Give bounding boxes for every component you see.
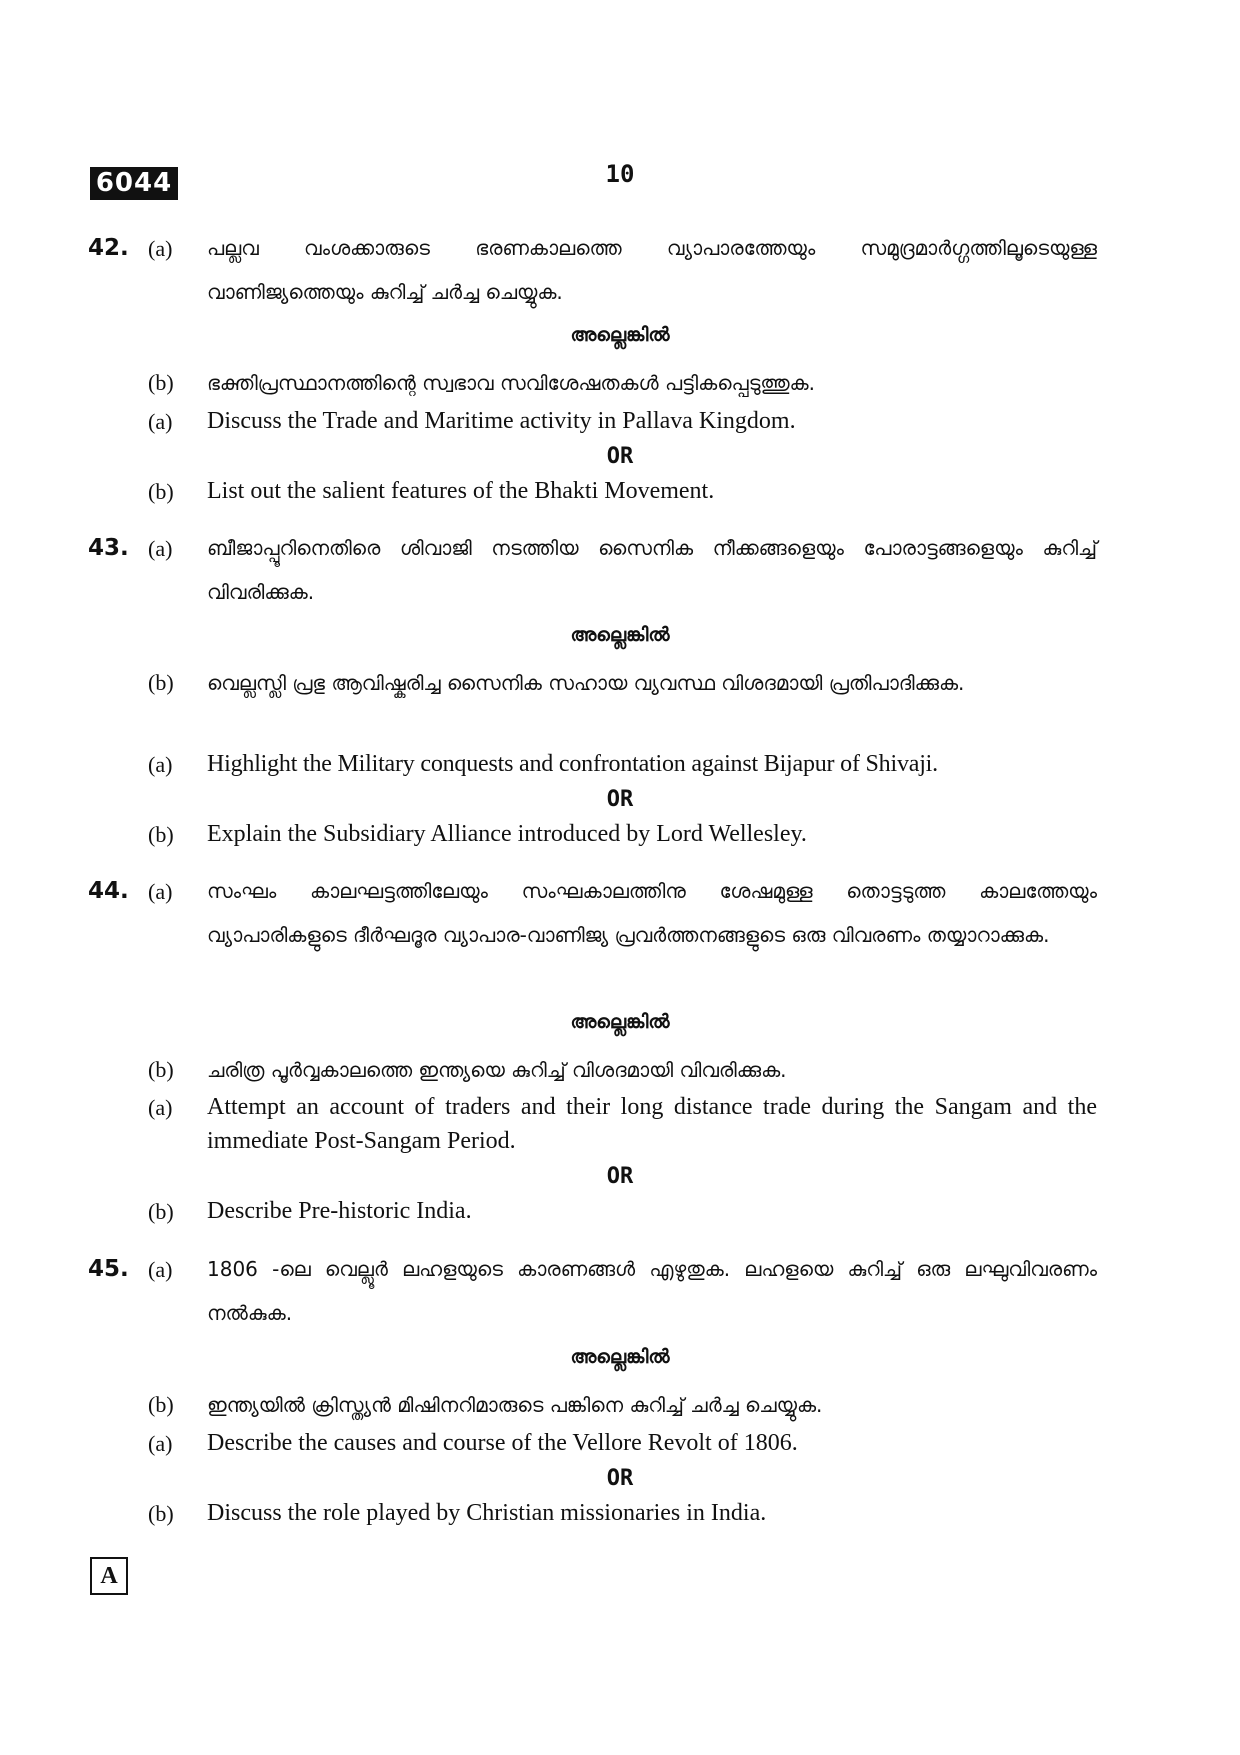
option-label-a: (a) (148, 1431, 173, 1456)
question-b-malayalam: വെല്ലസ്ലി പ്രഭു ആവിഷ്കരിച്ച സൈനിക സഹായ വ്യവസ്ഥ വിശദമായി പ്രതിപാദിക്കുക. (207, 671, 965, 695)
option-label-b: (b) (148, 479, 174, 504)
option-label-a: (a) (148, 1095, 173, 1120)
question-a-english: Highlight the Military conquests and confrontation against Bijapur of Shivaji. (207, 751, 938, 777)
question-b-english: Discuss the role played by Christian missionaries in India. (207, 1500, 767, 1526)
question-number: 44. (88, 878, 129, 904)
question-number: 43. (88, 535, 129, 561)
question-a-malayalam: 1806 -ലെ വെല്ലൂർ ലഹളയുടെ കാരണങ്ങൾ എഴുതുക. ലഹളയെ കുറിച്ച് ഒരു ലഘുവിവരണം നൽകുക. (207, 1257, 1097, 1325)
question-b-malayalam: ചരിത്ര പൂർവ്വകാലത്തെ ഇന്ത്യയെ കുറിച്ച് വിശദമായി വിവരിക്കുക. (207, 1058, 787, 1082)
option-label-a: (a) (148, 752, 173, 777)
option-label-b: (b) (148, 1392, 174, 1417)
page-number: 10 (605, 160, 635, 188)
question-a-english: Attempt an account of traders and their long distance trade during the Sangam and the immediate Post-Sangam Period. (207, 1094, 1097, 1154)
or-separator-english: OR (606, 1466, 634, 1491)
option-label-a: (a) (148, 536, 173, 561)
question-b-malayalam: ഭക്തിപ്രസ്ഥാനത്തിന്റെ സ്വഭാവ സവിശേഷതകൾ പട്ടികപ്പെടുത്തുക. (207, 371, 815, 395)
question-b-english: Explain the Subsidiary Alliance introduced by Lord Wellesley. (207, 821, 807, 847)
option-label-a: (a) (148, 879, 173, 904)
or-separator-malayalam: അല്ലെങ്കിൽ (570, 324, 670, 346)
question-b-malayalam: ഇന്ത്യയിൽ ക്രിസ്ത്യൻ മിഷിനറിമാരുടെ പങ്കിനെ കുറിച്ച് ചർച്ച ചെയ്യുക. (207, 1393, 823, 1417)
paper-code: 6044 (90, 167, 178, 200)
or-separator-malayalam: അല്ലെങ്കിൽ (570, 1346, 670, 1368)
or-separator-malayalam: അല്ലെങ്കിൽ (570, 1011, 670, 1033)
question-b-english: List out the salient features of the Bhakti Movement. (207, 478, 715, 504)
question-a-malayalam: പല്ലവ വംശക്കാരുടെ ഭരണകാലത്തെ വ്യാപാരത്തേയും സമുദ്രമാർഗ്ഗത്തിലൂടെയുള്ള വാണിജ്യത്തെയും കുറിച്ച് ചർച്ച ചെയ്യുക. (207, 236, 1097, 304)
question-a-malayalam: സംഘം കാലഘട്ടത്തിലേയും സംഘകാലത്തിനു ശേഷമുള്ള തൊട്ടടുത്ത കാലത്തേയും വ്യാപാരികളുടെ ദീർഘദൂര വ്യാപാര-വാണിജ്യ പ്രവർത്തനങ്ങളുടെ ഒരു വിവരണം തയ്യാറാക്കുക. (207, 879, 1097, 947)
question-b-english: Describe Pre-historic India. (207, 1198, 472, 1224)
option-label-b: (b) (148, 822, 174, 847)
question-number: 45. (88, 1256, 129, 1282)
or-separator-english: OR (606, 444, 634, 469)
question-a-english: Discuss the Trade and Maritime activity in Pallava Kingdom. (207, 408, 796, 434)
option-label-b: (b) (148, 670, 174, 695)
option-label-a: (a) (148, 236, 173, 261)
or-separator-malayalam: അല്ലെങ്കിൽ (570, 624, 670, 646)
question-a-english: Describe the causes and course of the Vellore Revolt of 1806. (207, 1430, 798, 1456)
option-label-a: (a) (148, 1257, 173, 1282)
option-label-b: (b) (148, 1501, 174, 1526)
question-number: 42. (88, 235, 129, 261)
question-set-code: A (90, 1557, 128, 1595)
or-separator-english: OR (606, 787, 634, 812)
option-label-b: (b) (148, 1057, 174, 1082)
question-a-malayalam: ബീജാപ്പൂറിനെതിരെ ശിവാജി നടത്തിയ സൈനിക നീക്കങ്ങളെയും പോരാട്ടങ്ങളെയും കുറിച്ച് വിവരിക്കുക. (207, 536, 1097, 604)
option-label-b: (b) (148, 370, 174, 395)
option-label-a: (a) (148, 409, 173, 434)
or-separator-english: OR (606, 1164, 634, 1189)
option-label-b: (b) (148, 1199, 174, 1224)
